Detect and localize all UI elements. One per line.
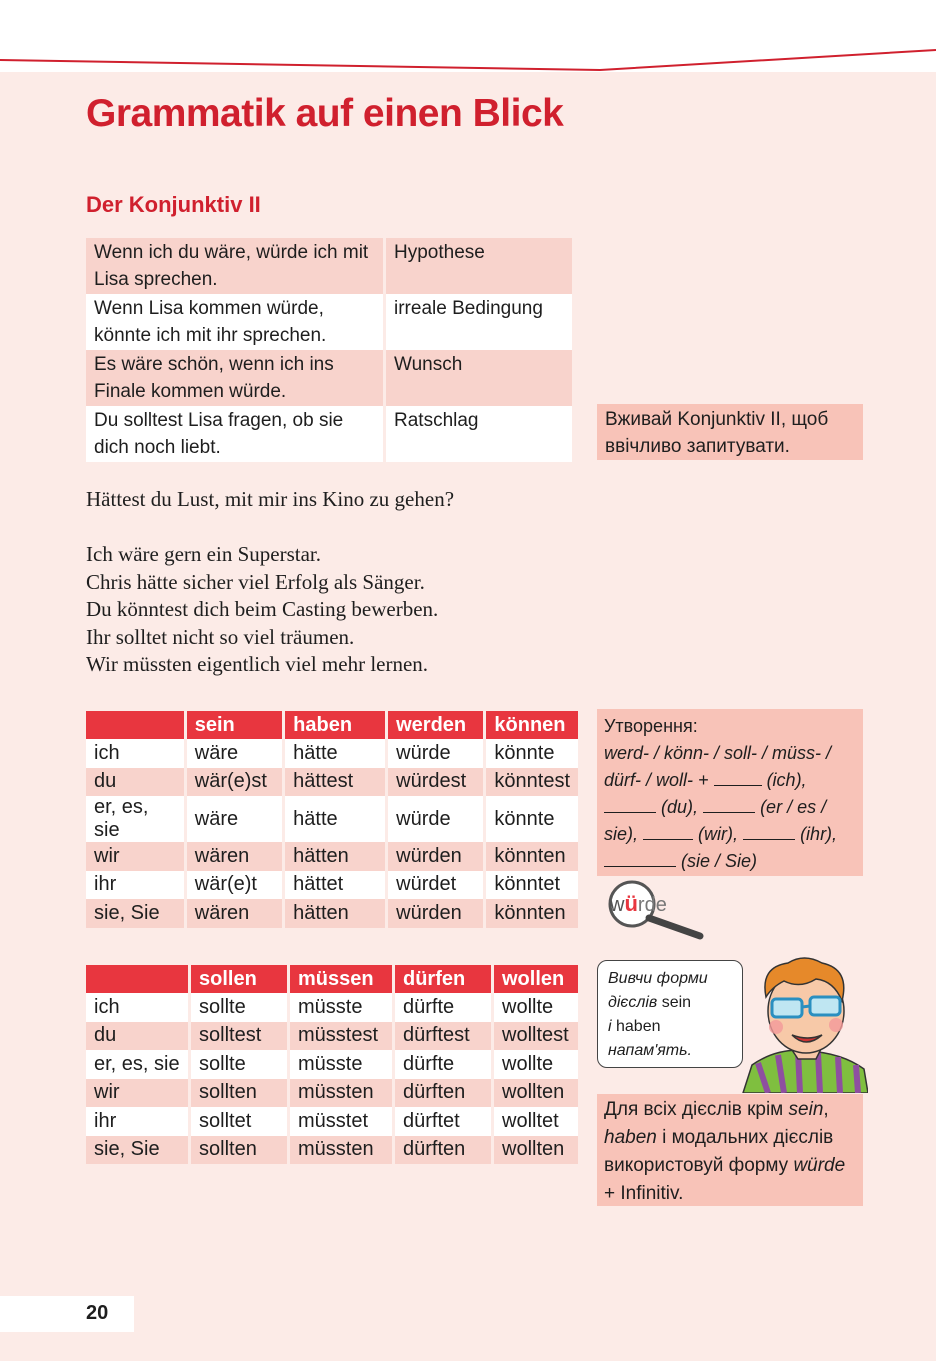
header-rule <box>0 0 936 80</box>
column-header: werden <box>388 711 486 739</box>
form-cell: wolltet <box>494 1107 578 1136</box>
form-cell: würdest <box>388 768 486 797</box>
table-row <box>86 350 572 406</box>
table-row <box>86 899 578 928</box>
formation-note <box>597 709 863 876</box>
usage-table <box>86 238 572 462</box>
formation-rule <box>604 740 856 875</box>
form-cell: könnte <box>486 796 578 842</box>
form-cell: solltet <box>191 1107 290 1136</box>
form-cell: wollten <box>494 1079 578 1108</box>
polite-note: Вживай Konjunktiv II, щоб ввічливо запитувати. <box>597 404 863 460</box>
form-cell: hätte <box>285 796 388 842</box>
page-number-tab <box>0 1296 134 1332</box>
page-title: Grammatik auf einen Blick <box>86 92 564 135</box>
form-cell: hätten <box>285 842 388 871</box>
pronoun-cell: du <box>86 768 187 797</box>
table-row <box>86 238 572 294</box>
form-cell: wären <box>187 842 285 871</box>
formation-title: Утворення: <box>604 716 698 736</box>
table-row <box>86 768 578 797</box>
form-cell: wär(e)t <box>187 871 285 900</box>
table-row <box>86 796 578 842</box>
blank-line <box>604 850 676 867</box>
pronoun-cell: du <box>86 1022 191 1051</box>
form-cell: hätten <box>285 899 388 928</box>
usage-function: irreale Bedingung <box>386 294 572 350</box>
table-header-row <box>86 711 578 739</box>
magnifier-letter: w <box>610 894 625 916</box>
form-cell: müsstet <box>290 1107 395 1136</box>
form-cell: sollte <box>191 1050 290 1079</box>
magnifier-highlight: ü <box>624 891 638 916</box>
column-header: sollen <box>191 965 290 993</box>
form-cell: wollten <box>494 1136 578 1165</box>
example-sentence: Du könntest dich beim Casting bewerben. <box>86 597 439 621</box>
section-title: Der Konjunktiv II <box>86 192 261 217</box>
note-text: і модальних дієслів використовуй форму <box>604 1127 834 1176</box>
formation-person: (ihr), <box>800 824 838 844</box>
form-cell: müsstest <box>290 1022 395 1051</box>
usage-example: Wenn ich du wäre, würde ich mit Lisa sprechen. <box>86 238 386 294</box>
usage-function: Ratschlag <box>386 406 572 462</box>
formation-person: (er / es / sie), <box>604 797 827 844</box>
bubble-italic: дієслів <box>608 994 658 1011</box>
wurde-note <box>597 1094 863 1206</box>
table-row <box>86 406 572 462</box>
table-row <box>86 1050 578 1079</box>
blank-line <box>604 796 656 813</box>
form-cell: könnten <box>486 842 578 871</box>
table-row <box>86 842 578 871</box>
form-cell: dürften <box>395 1079 494 1108</box>
magnifier-letters: rde <box>637 894 667 916</box>
magnifier-icon <box>602 880 712 942</box>
pronoun-cell: sie, Sie <box>86 1136 191 1165</box>
pronoun-cell: sie, Sie <box>86 899 187 928</box>
table-row <box>86 294 572 350</box>
formation-stems: werd- / könn- / soll- / müss- / dürf- / woll- + <box>604 743 832 790</box>
blank-line <box>714 769 762 786</box>
form-cell: müsste <box>290 993 395 1022</box>
form-cell: wäre <box>187 796 285 842</box>
example-sentences <box>86 541 438 679</box>
form-cell: sollten <box>191 1136 290 1165</box>
form-cell: könntest <box>486 768 578 797</box>
form-cell: müsste <box>290 1050 395 1079</box>
conjugation-table-modal <box>86 965 578 1164</box>
note-italic: würde <box>793 1155 846 1176</box>
bubble-line <box>608 991 732 1015</box>
column-header: wollen <box>494 965 578 993</box>
page-number: 20 <box>86 1302 109 1324</box>
example-sentence: Ihr solltet nicht so viel träumen. <box>86 624 355 649</box>
form-cell: würde <box>388 796 486 842</box>
form-cell: könntet <box>486 871 578 900</box>
form-cell: wär(e)st <box>187 768 285 797</box>
pronoun-cell: wir <box>86 1079 191 1108</box>
bubble-italic: і <box>608 1018 612 1035</box>
form-cell: könnte <box>486 739 578 768</box>
form-cell: müssten <box>290 1079 395 1108</box>
table-header-row <box>86 965 578 993</box>
column-header: dürfen <box>395 965 494 993</box>
column-header: können <box>486 711 578 739</box>
form-cell: solltest <box>191 1022 290 1051</box>
usage-example: Du solltest Lisa fragen, ob sie dich noch liebt. <box>86 406 386 462</box>
usage-example: Es wäre schön, wenn ich ins Finale kommen würde. <box>86 350 386 406</box>
form-cell: hättet <box>285 871 388 900</box>
blank-line <box>703 796 755 813</box>
table-row <box>86 993 578 1022</box>
speech-bubble <box>597 960 743 1068</box>
form-cell: wollte <box>494 1050 578 1079</box>
bubble-verb: sein <box>657 994 692 1011</box>
column-header: sein <box>187 711 285 739</box>
table-row <box>86 1079 578 1108</box>
table-row <box>86 1022 578 1051</box>
formation-person: (du), <box>661 797 699 817</box>
bubble-verb: haben <box>611 1018 661 1035</box>
svg-text:würde <box>609 891 667 916</box>
form-cell: sollten <box>191 1079 290 1108</box>
usage-function: Wunsch <box>386 350 572 406</box>
example-sentence: Chris hätte sicher viel Erfolg als Sänger. <box>86 569 425 594</box>
form-cell: würdet <box>388 871 486 900</box>
pronoun-cell: er, es, sie <box>86 796 187 842</box>
form-cell: würden <box>388 842 486 871</box>
polite-example: Hättest du Lust, mit mir ins Kino zu gehen? <box>86 487 455 511</box>
formation-person: (ich), <box>766 770 807 790</box>
column-header <box>86 965 191 993</box>
form-cell: müssten <box>290 1136 395 1165</box>
form-cell: würde <box>388 739 486 768</box>
note-text: + Infinitiv. <box>604 1183 684 1204</box>
form-cell: hätte <box>285 739 388 768</box>
table-row <box>86 739 578 768</box>
bubble-line: Вивчи форми <box>608 970 708 987</box>
form-cell: dürfte <box>395 993 494 1022</box>
pronoun-cell: ich <box>86 739 187 768</box>
form-cell: würden <box>388 899 486 928</box>
column-header: müssen <box>290 965 395 993</box>
pronoun-cell: ich <box>86 993 191 1022</box>
note-text: Для всіх дієслів крім <box>604 1099 789 1120</box>
form-cell: wären <box>187 899 285 928</box>
pronoun-cell: ihr <box>86 871 187 900</box>
pronoun-cell: ihr <box>86 1107 191 1136</box>
bubble-line: напам'ять. <box>608 1042 692 1059</box>
pronoun-cell: wir <box>86 842 187 871</box>
note-text: , <box>823 1099 829 1120</box>
note-italic: haben <box>604 1127 657 1148</box>
usage-example: Wenn Lisa kommen würde, könnte ich mit ihr sprechen. <box>86 294 386 350</box>
boy-illustration <box>738 955 868 1093</box>
pronoun-cell: er, es, sie <box>86 1050 191 1079</box>
form-cell: dürfte <box>395 1050 494 1079</box>
table-row <box>86 1136 578 1165</box>
table-row <box>86 871 578 900</box>
form-cell: dürften <box>395 1136 494 1165</box>
form-cell: wolltest <box>494 1022 578 1051</box>
form-cell: wollte <box>494 993 578 1022</box>
formation-person: (wir), <box>698 824 739 844</box>
blank-line <box>643 823 693 840</box>
form-cell: dürftet <box>395 1107 494 1136</box>
form-cell: könnten <box>486 899 578 928</box>
column-header <box>86 711 187 739</box>
form-cell: sollte <box>191 993 290 1022</box>
conjugation-table-sein-haben <box>86 711 578 928</box>
bubble-line <box>608 1015 732 1039</box>
form-cell: wäre <box>187 739 285 768</box>
table-row <box>86 1107 578 1136</box>
form-cell: dürftest <box>395 1022 494 1051</box>
example-sentence: Ich wäre gern ein Superstar. <box>86 542 321 566</box>
formation-person: (sie / Sie) <box>681 851 758 871</box>
example-sentence: Wir müssten eigentlich viel mehr lernen. <box>86 652 429 676</box>
blank-line <box>743 823 795 840</box>
form-cell: hättest <box>285 768 388 797</box>
usage-function: Hypothese <box>386 238 572 294</box>
note-italic: sein <box>788 1099 824 1120</box>
column-header: haben <box>285 711 388 739</box>
